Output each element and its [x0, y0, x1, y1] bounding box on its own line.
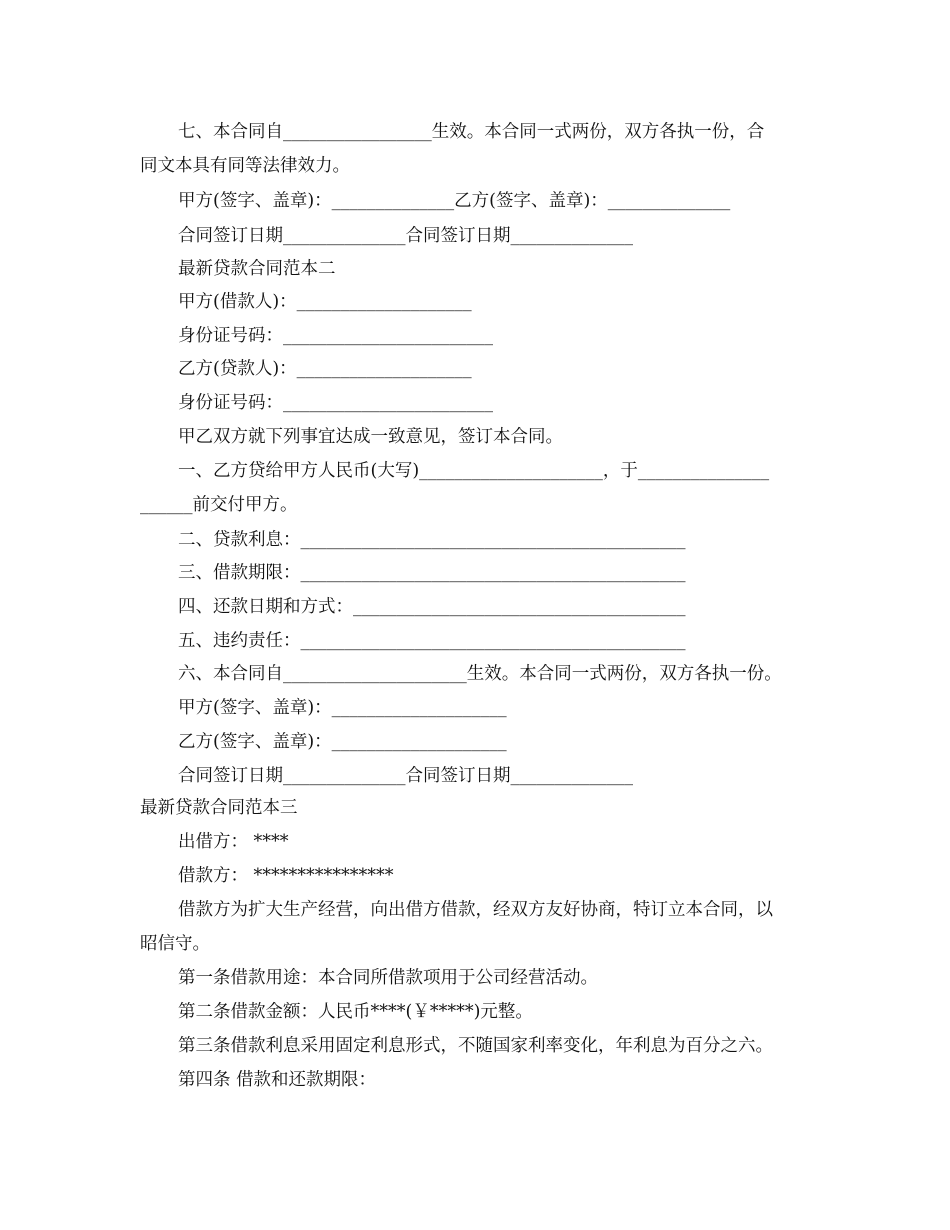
signing-date-line: 合同签订日期______________合同签订日期______________: [178, 226, 633, 246]
article-four-term: 第四条 借款和还款期限：: [178, 1070, 377, 1090]
party-a-signature: 甲方(签字、盖章)：____________________: [178, 698, 507, 718]
lender-line: 出借方： ****: [178, 832, 289, 852]
signature-line: 甲方(签字、盖章)：______________乙方(签字、盖章)：______________: [178, 191, 731, 211]
purpose-paragraph-line2: 昭信守。: [140, 934, 210, 954]
clause-one-line2: ______前交付甲方。: [140, 495, 298, 515]
clause-seven-line2: 同文本具有同等法律效力。: [140, 156, 350, 176]
purpose-paragraph-line1: 借款方为扩大生产经营，向出借方借款，经双方友好协商，特订立本合同，以: [178, 900, 773, 920]
article-one-usage: 第一条借款用途：本合同所借款项用于公司经营活动。: [178, 968, 598, 988]
agreement-intro: 甲乙双方就下列事宜达成一致意见，签订本合同。: [178, 427, 563, 447]
clause-one-line1: 一、乙方贷给甲方人民币(大写)_____________________，于_______________: [178, 461, 770, 481]
party-a-id-number: 身份证号码：________________________: [178, 326, 493, 346]
section-title-template-two: 最新贷款合同范本二: [178, 259, 336, 279]
article-three-interest: 第三条借款利息采用固定利息形式，不随国家利率变化，年利息为百分之六。: [178, 1036, 773, 1056]
party-b-id-number: 身份证号码：________________________: [178, 393, 493, 413]
clause-seven-line1: 七、本合同自_________________生效。本合同一式两份，双方各执一份，合: [178, 122, 765, 142]
section-title-template-three: 最新贷款合同范本三: [140, 798, 298, 818]
clause-five-liability: 五、违约责任：____________________________________________: [178, 631, 686, 651]
borrower-line: 借款方： ****************: [178, 866, 394, 886]
clause-six-effective: 六、本合同自_____________________生效。本合同一式两份，双方各执一份。: [178, 664, 782, 684]
clause-two-interest: 二、贷款利息：____________________________________________: [178, 530, 686, 550]
article-two-amount: 第二条借款金额：人民币****(￥*****)元整。: [178, 1002, 533, 1022]
signing-date-line-2: 合同签订日期______________合同签订日期______________: [178, 766, 633, 786]
clause-four-repayment: 四、还款日期和方式：______________________________________: [178, 597, 686, 617]
party-b-lender: 乙方(贷款人)：____________________: [178, 359, 472, 379]
party-b-signature: 乙方(签字、盖章)：____________________: [178, 732, 507, 752]
clause-three-term: 三、借款期限：____________________________________________: [178, 563, 686, 583]
party-a-borrower: 甲方(借款人)：____________________: [178, 292, 472, 312]
